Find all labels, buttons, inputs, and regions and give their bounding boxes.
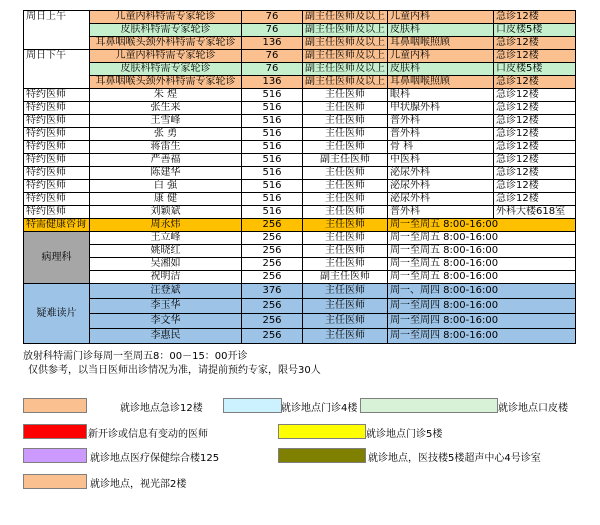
fee: 256	[242, 271, 303, 284]
department: 甲状腺外科	[388, 102, 494, 115]
legend-label: 新开诊或信息有变动的医师	[88, 429, 208, 440]
doctor-name: 张生来	[90, 102, 242, 115]
legend-label: 就诊地点医疗保健综合楼125	[90, 453, 220, 464]
time: 周一、周四 8:00-16:00	[388, 284, 576, 299]
time: 周一至周四 8:00-16:00	[388, 299, 576, 314]
department: 耳鼻咽喉照顾	[388, 76, 494, 89]
doctor-name: 祝明洁	[90, 271, 242, 284]
fee: 76	[242, 63, 303, 76]
doctor-name: 李玉华	[90, 299, 242, 314]
title: 副主任医师及以上	[303, 76, 388, 89]
section-label-special: 特约医师	[24, 206, 90, 219]
department: 皮肤科	[388, 63, 494, 76]
doctor-name: 耳鼻咽喉头颈外科特需专家轮诊	[90, 37, 242, 50]
doctor-name: 王立峰	[90, 232, 242, 245]
section-label-film: 疑难读片	[24, 284, 90, 344]
legend-swatch	[23, 474, 87, 489]
fee: 76	[242, 50, 303, 63]
table-row	[24, 63, 576, 76]
legend-swatch	[23, 398, 87, 413]
legend-label: 就诊地点门诊5楼	[366, 429, 443, 440]
title: 主任医师	[303, 167, 388, 180]
time: 周一至周五 8:00-16:00	[388, 271, 576, 284]
fee: 376	[242, 284, 303, 299]
doctor-name: 朱 煌	[90, 89, 242, 102]
location: 急诊12楼	[494, 193, 576, 206]
table-row	[24, 271, 576, 284]
doctor-name: 皮肤科特需专家轮诊	[90, 63, 242, 76]
title: 副主任医师	[303, 271, 388, 284]
title: 主任医师	[303, 89, 388, 102]
fee: 256	[242, 232, 303, 245]
location: 急诊12楼	[494, 154, 576, 167]
legend-label: 就诊地点急诊12楼	[120, 403, 203, 414]
fee: 256	[242, 299, 303, 314]
fee: 516	[242, 89, 303, 102]
title: 主任医师	[303, 284, 388, 299]
section-label-special: 特约医师	[24, 115, 90, 128]
location: 急诊12楼	[494, 50, 576, 63]
department: 眼科	[388, 89, 494, 102]
department: 骨 科	[388, 141, 494, 154]
title: 主任医师	[303, 232, 388, 245]
title: 主任医师	[303, 141, 388, 154]
location: 口皮楼5楼	[494, 63, 576, 76]
table-row	[24, 329, 576, 344]
location: 急诊12楼	[494, 11, 576, 24]
fee: 516	[242, 193, 303, 206]
section-label-health: 特需健康咨询	[24, 219, 90, 232]
title: 主任医师	[303, 219, 388, 232]
title: 主任医师	[303, 128, 388, 141]
table-row	[24, 141, 576, 154]
fee: 516	[242, 102, 303, 115]
doctor-name: 儿童内科特需专家轮诊	[90, 50, 242, 63]
title: 副主任医师及以上	[303, 24, 388, 37]
fee: 516	[242, 128, 303, 141]
section-label-special: 特约医师	[24, 102, 90, 115]
doctor-name: 李惠民	[90, 329, 242, 344]
legend-label: 就诊地点口皮楼	[498, 403, 568, 414]
section-label-special: 特约医师	[24, 128, 90, 141]
title: 主任医师	[303, 102, 388, 115]
fee: 516	[242, 154, 303, 167]
location: 急诊12楼	[494, 102, 576, 115]
legend-label: 就诊地点，医技楼5楼超声中心4号诊室	[368, 453, 541, 464]
location: 急诊12楼	[494, 167, 576, 180]
fee: 256	[242, 329, 303, 344]
time: 周一至周五 8:00-16:00	[388, 245, 576, 258]
fee: 76	[242, 11, 303, 24]
title: 副主任医师及以上	[303, 50, 388, 63]
time: 周一至周四 8:00-16:00	[388, 329, 576, 344]
department: 普外科	[388, 115, 494, 128]
table-row	[24, 128, 576, 141]
location: 急诊12楼	[494, 180, 576, 193]
department: 儿童内科	[388, 50, 494, 63]
section-label-pathology: 病理科	[24, 232, 90, 284]
doctor-name: 张 勇	[90, 128, 242, 141]
department: 泌尿外科	[388, 193, 494, 206]
title: 主任医师	[303, 193, 388, 206]
table-row	[24, 258, 576, 271]
fee: 256	[242, 258, 303, 271]
legend-swatch	[278, 424, 366, 439]
footer-note-disclaimer: 仅供参考，以当日医师出诊情况为准，请提前预约专家，限号30人	[28, 365, 321, 376]
section-label-special: 特约医师	[24, 180, 90, 193]
title: 副主任医师及以上	[303, 37, 388, 50]
location: 外科大楼618室	[494, 206, 576, 219]
time: 周一至周五 8:00-16:00	[388, 232, 576, 245]
location: 急诊12楼	[494, 128, 576, 141]
table-row	[24, 245, 576, 258]
title: 主任医师	[303, 245, 388, 258]
doctor-name: 周永炜	[90, 219, 242, 232]
table-row	[24, 167, 576, 180]
doctor-name: 皮肤科特需专家轮诊	[90, 24, 242, 37]
title: 主任医师	[303, 314, 388, 329]
time: 周一至周四 8:00-16:00	[388, 314, 576, 329]
fee: 516	[242, 167, 303, 180]
department: 普外科	[388, 206, 494, 219]
table-row	[24, 11, 576, 24]
doctor-name: 陈建华	[90, 167, 242, 180]
department: 耳鼻咽喉照顾	[388, 37, 494, 50]
fee: 516	[242, 180, 303, 193]
department: 泌尿外科	[388, 167, 494, 180]
department: 普外科	[388, 128, 494, 141]
time: 周一至周五 8:00-16:00	[388, 258, 576, 271]
table-row	[24, 284, 576, 299]
legend-swatch	[278, 448, 366, 463]
doctor-name: 汪登斌	[90, 284, 242, 299]
section-label-sunday-am: 周日上午	[24, 11, 90, 24]
table-row	[24, 154, 576, 167]
doctor-name: 蒋雷生	[90, 141, 242, 154]
doctor-name: 严善福	[90, 154, 242, 167]
department: 中医科	[388, 154, 494, 167]
fee: 516	[242, 141, 303, 154]
table-row	[24, 206, 576, 219]
table-row	[24, 180, 576, 193]
table-row	[24, 314, 576, 329]
table-row	[24, 219, 576, 232]
section-label-special: 特约医师	[24, 193, 90, 206]
fee: 136	[242, 76, 303, 89]
title: 副主任医师及以上	[303, 11, 388, 24]
section-label-special: 特约医师	[24, 89, 90, 102]
legend-swatch	[23, 448, 87, 463]
department: 泌尿外科	[388, 180, 494, 193]
table-row	[24, 299, 576, 314]
footer-note-radiology: 放射科特需门诊每周一至周五8：00－15：00开诊	[23, 351, 248, 362]
legend-label: 就诊地点门诊4楼	[281, 403, 358, 414]
doctor-name: 姚晓红	[90, 245, 242, 258]
doctor-name: 王雪峰	[90, 115, 242, 128]
legend-swatch	[223, 398, 282, 413]
legend-swatch	[360, 398, 498, 413]
title: 副主任医师及以上	[303, 63, 388, 76]
fee: 516	[242, 206, 303, 219]
location: 急诊12楼	[494, 89, 576, 102]
doctor-name: 康 健	[90, 193, 242, 206]
table-row	[24, 102, 576, 115]
table-row	[24, 232, 576, 245]
title: 主任医师	[303, 258, 388, 271]
location: 急诊12楼	[494, 37, 576, 50]
fee: 136	[242, 37, 303, 50]
section-label-special: 特约医师	[24, 141, 90, 154]
legend-label: 就诊地点，视光部2楼	[90, 479, 187, 490]
fee: 256	[242, 219, 303, 232]
title: 主任医师	[303, 180, 388, 193]
department: 皮肤科	[388, 24, 494, 37]
location: 急诊12楼	[494, 115, 576, 128]
table-row	[24, 115, 576, 128]
title: 主任医师	[303, 329, 388, 344]
doctor-name: 儿童内科特需专家轮诊	[90, 11, 242, 24]
time: 周一至周五 8:00-16:00	[388, 219, 576, 232]
title: 主任医师	[303, 299, 388, 314]
table-row	[24, 50, 576, 63]
location: 急诊12楼	[494, 141, 576, 154]
doctor-name: 耳鼻咽喉头颈外科特需专家轮诊	[90, 76, 242, 89]
fee: 516	[242, 115, 303, 128]
doctor-name: 刘颖斌	[90, 206, 242, 219]
doctor-name: 李文华	[90, 314, 242, 329]
fee: 256	[242, 314, 303, 329]
fee: 76	[242, 24, 303, 37]
table-row	[24, 89, 576, 102]
location: 口皮楼5楼	[494, 24, 576, 37]
section-label-special: 特约医师	[24, 154, 90, 167]
department: 儿童内科	[388, 11, 494, 24]
table-row	[24, 24, 576, 37]
title: 主任医师	[303, 206, 388, 219]
section-label-special: 特约医师	[24, 167, 90, 180]
table-row	[24, 193, 576, 206]
doctor-name: 白 强	[90, 180, 242, 193]
location: 急诊12楼	[494, 76, 576, 89]
doctor-name: 吴湘如	[90, 258, 242, 271]
section-label-sunday-pm: 周日下午	[24, 50, 90, 63]
table-row	[24, 76, 576, 89]
schedule-table	[23, 10, 576, 344]
table-row	[24, 37, 576, 50]
fee: 256	[242, 245, 303, 258]
title: 主任医师	[303, 115, 388, 128]
title: 副主任医师	[303, 154, 388, 167]
legend-swatch	[23, 424, 87, 439]
